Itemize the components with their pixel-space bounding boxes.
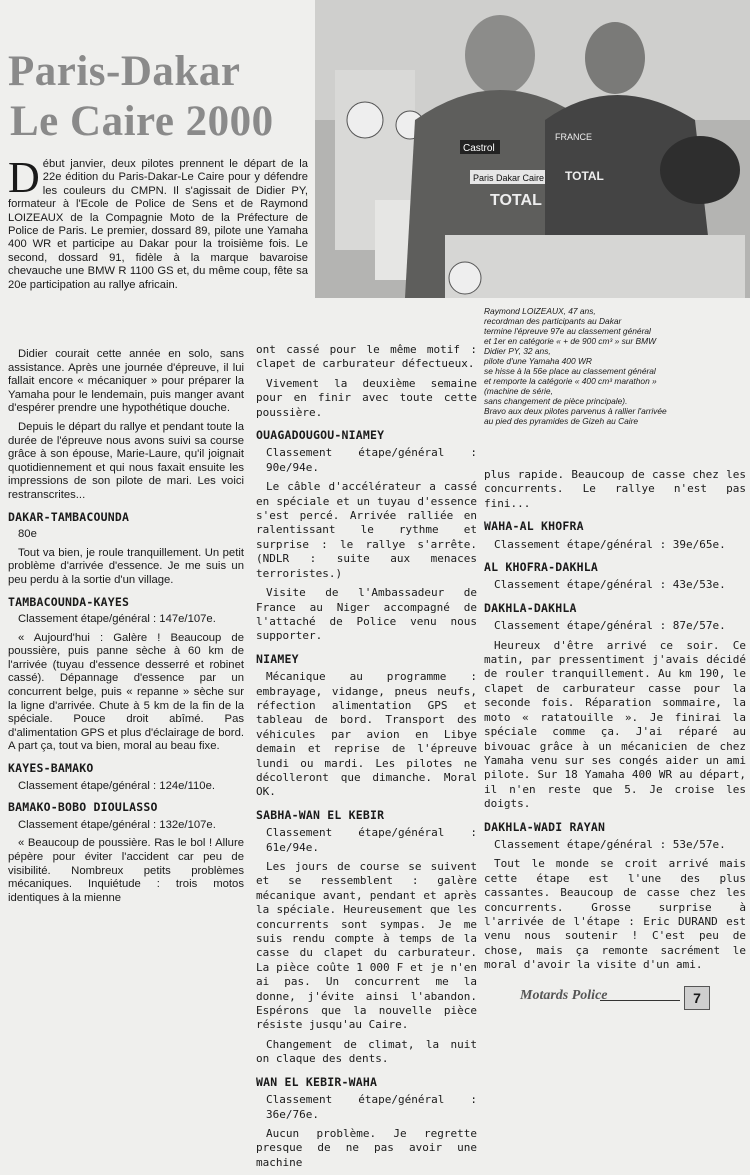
jacket-text-france: FRANCE — [555, 132, 593, 142]
footer-rule — [600, 1000, 680, 1001]
stage-heading: BAMAKO-BOBO DIOULASSO — [8, 800, 158, 815]
jacket-text-total-right: TOTAL — [565, 169, 604, 183]
body-paragraph: Aucun problème. Je regrette presque de ne pas avoir une machine — [256, 1126, 477, 1169]
riders-illustration — [315, 0, 750, 298]
stage-heading: OUAGADOUGOU-NIAMEY — [256, 428, 385, 443]
stage-rank: 80e — [18, 528, 37, 541]
page-title-line2: Le Caire 2000 — [10, 98, 274, 145]
body-paragraph: Heureux d'être arrivé ce soir. Ce matin, par pressentiment j'avais décidé de rouler tranquillement. Au km 190, le clapet de carburateur casse pour la seconde fois. Réparation sommaire, la moto « ratatouille ». Je finirai la spéciale comme ça. J'ai réparé au bivouac grâce à un mécanicien de chez Yamaha venu sur ses congés aider un ami pilote. Sur 18 Yamaha 400 WR au départ, il n'en reste que 5. Je croise les doigts. — [484, 638, 746, 811]
body-paragraph: Les jours de course se suivent et se ressemblent : galère mécanique avant, pendant et après la spéciale. Heureusement que les concurrents sont sympas. Je me suis rendu compte à temps de la casse du clapet du carburateur. La pièce coûte 1 000 F et je n'en ai pas. Un concurrent me la donne, j'évite ainsi l'abandon. Espérons que la nouvelle pièce résiste jusqu'au Caire. — [256, 860, 477, 1032]
body-paragraph: « Beaucoup de poussière. Ras le bol ! Allure pépère pour éviter l'accident car peu de visibilité. Nombreux petits problèmes mécaniques. Inquiétude : trois motos identiques à la mienne — [8, 837, 244, 904]
caption-line: Bravo aux deux pilotes parvenus à rallier l'arrivée — [484, 406, 667, 416]
stage-heading: DAKAR-TAMBACOUNDA — [8, 509, 130, 524]
stage-heading: TAMBACOUNDA-KAYES — [8, 594, 130, 609]
body-paragraph: Vivement la deuxième semaine pour en finir avec toute cette poussière. — [256, 376, 477, 419]
caption-line: se hisse à la 56e place au classement général — [484, 366, 656, 376]
stage-heading: DAKHLA-DAKHLA — [484, 600, 577, 615]
body-paragraph: Changement de climat, la nuit on claque des dents. — [256, 1037, 477, 1066]
stage-rank: Classement étape/général : 39e/65e. — [494, 537, 726, 551]
stage-heading: SABHA-WAN EL KEBIR — [256, 807, 385, 822]
stage-rank: Classement étape/général : 132e/107e. — [18, 818, 216, 831]
caption-line: pilote d'une Yamaha 400 WR — [484, 356, 592, 366]
body-paragraph: Depuis le départ du rallye et pendant toute la durée de l'épreuve nous avons suivi sa course grâce à son épouse, Marie-Laure, qu'il joignait quotidiennement et qui nous faxait ensuite les impressions de son pilote de mari. Les voici restranscrites... — [8, 420, 244, 501]
caption-line: et 1er en catégorie « + de 900 cm³ » sur BMW — [484, 336, 657, 346]
body-paragraph: Tout le monde se croit arrivé mais cette étape est l'une des plus cassantes. Beaucoup de casse chez les concurrents. Grosse surprise à l'arrivée de l'étape : Eric DURAND est venu nous soutenir ! C'est peu de chose, mais ça remonte sacrément le moral d'avoir la visite d'un ami. — [484, 857, 746, 972]
caption-line: (machine de série, — [484, 386, 553, 396]
intro-text: ébut janvier, deux pilotes prennent le départ de la 22e édition du Paris-Dakar-Le Caire pour y défendre les couleurs du CMPN. Il s'agissait de Didier PY, formateur à l'Ecole de Police de Sens et de Raymond LOIZEAUX de la Compagnie Moto de la Préfecture de Police de Paris. Le premier, dossard 89, pilote une Yamaha 400 WR et participe au Dakar pour la troisième fois. Le second, dossard 91, fidèle à la marque bavaroise chevauche une BMW R 1100 GS et, du même coup, fête sa 20e participation au rallye africain. — [8, 158, 308, 291]
drop-cap: D — [8, 153, 40, 202]
stage-heading: KAYES-BAMAKO — [8, 761, 94, 776]
stage-rank: Classement étape/général : 147e/107e. — [18, 613, 216, 626]
stage-rank: Classement étape/général : 36e/76e. — [266, 1093, 477, 1121]
body-paragraph: Tout va bien, je roule tranquillement. Un petit problème d'arrivée d'essence. Je me suis un peu perdu à la sortie d'un village. — [8, 546, 244, 586]
jacket-text-total-left: TOTAL — [490, 192, 542, 209]
jacket-text-paris-dakar: Paris Dakar Caire — [473, 173, 545, 183]
magazine-logo: Motards Police — [520, 988, 608, 1003]
stage-rank: Classement étape/général : 43e/53e. — [494, 578, 726, 592]
stage-rank: Classement étape/général : 124e/110e. — [18, 779, 215, 792]
stage-rank: Classement étape/général : 90e/94e. — [266, 446, 477, 474]
body-paragraph: ont cassé pour le même motif : clapet de carburateur défectueux. — [256, 343, 477, 371]
caption-line: recordman des participants au Dakar — [484, 316, 622, 326]
caption-line: Raymond LOIZEAUX, 47 ans, — [484, 306, 596, 316]
stage-heading: DAKHLA-WADI RAYAN — [484, 819, 606, 834]
body-paragraph: Didier courait cette année en solo, sans assistance. Après une journée d'épreuve, il lui fallait encore « mécaniquer » pour préparer la Yamaha pour le lendemain, puis manger avant d'espérer prendre une hypothétique douche. — [8, 348, 244, 415]
body-paragraph: Visite de l'Ambassadeur de France au Niger accompagné de l'attaché de Police venu nous supporter. — [256, 586, 477, 643]
caption-line: Didier PY, 32 ans, — [484, 346, 551, 356]
stage-rank: Classement étape/général : 61e/94e. — [266, 826, 477, 854]
page-number: 7 — [684, 986, 710, 1010]
stage-heading: AL KHOFRA-DAKHLA — [484, 560, 598, 575]
stage-heading: WAHA-AL KHOFRA — [484, 519, 584, 534]
photo-caption — [484, 306, 746, 426]
photo-riders — [315, 0, 750, 298]
jacket-text-castrol: Castrol — [463, 143, 495, 154]
body-paragraph: plus rapide. Beaucoup de casse chez les concurrents. Le rallye n'est pas fini... — [484, 468, 746, 510]
caption-line: au pied des pyramides de Gizeh au Caire — [484, 416, 639, 426]
article-column-1 — [8, 348, 244, 910]
caption-line: termine l'épreuve 97e au classement général — [484, 326, 651, 336]
body-paragraph: Le câble d'accélérateur a cassé en spéciale et un tuyau d'essence s'est percé. Arrivée ralliée en ralentissant le rythme et surprise : le rallye s'arrête. (NDLR : suite aux menaces terroristes.) — [256, 480, 477, 580]
caption-line: et remporte la catégorie « 400 cm³ marathon » — [484, 376, 657, 386]
intro-paragraph — [8, 153, 308, 292]
body-paragraph: Mécanique au programme : embrayage, vidange, pneus neufs, réfection alimentation GPS et tableau de bord. Transport des véhicules par avion en Libye demain et reprise de l'épreuve lundi ou mardi. Les pilotes ne décolleront que dimanche. Moral OK. — [256, 670, 477, 799]
stage-rank: Classement étape/général : 87e/57e. — [494, 619, 726, 633]
page-title-line1: Paris-Dakar — [8, 48, 241, 95]
stage-heading: NIAMEY — [256, 651, 299, 666]
caption-line: sans changement de pièce principale). — [484, 396, 628, 406]
article-column-3 — [484, 468, 746, 978]
article-column-2 — [256, 343, 477, 1175]
stage-heading: WAN EL KEBIR-WAHA — [256, 1074, 378, 1089]
body-paragraph: « Aujourd'hui : Galère ! Beaucoup de poussière, puis panne sèche à 60 km de l'arrivée (tuyau d'essence desserré et robinet cassé). Dépannage d'essence par un concurrent belge, puis « repanne » sèche sur la ligne d'arrivée. Chute à 5 km de la fin de la spéciale. Pouce droit abîmé. Pas d'alimentation GPS et plus d'éclairage de bord. A part ça, tout va bien, moral au beau fixe. — [8, 631, 244, 753]
stage-rank: Classement étape/général : 53e/57e. — [494, 837, 726, 851]
